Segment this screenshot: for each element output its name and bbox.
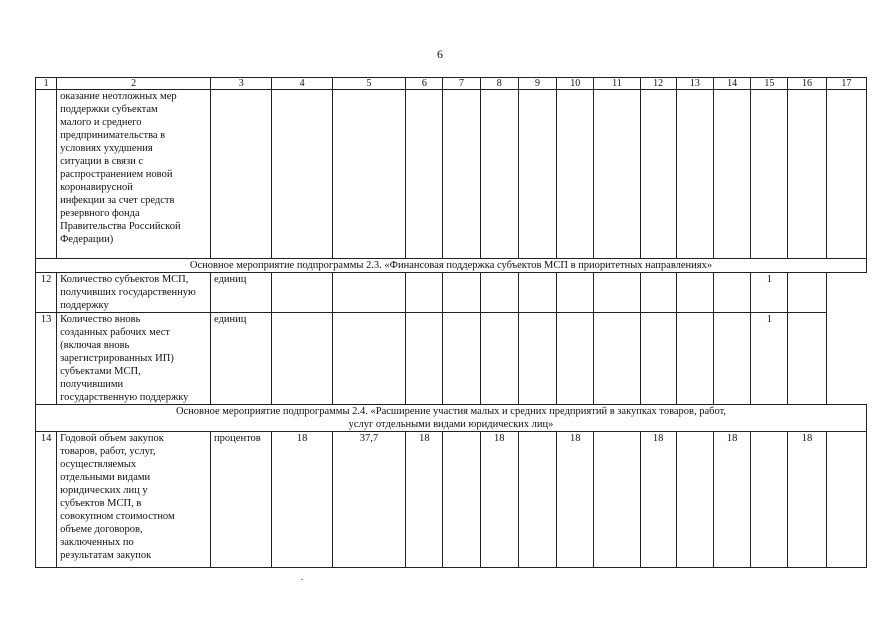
scan-speck bbox=[301, 579, 303, 580]
value-cell bbox=[480, 90, 518, 259]
unit-cell bbox=[211, 90, 272, 259]
header-cell: 16 bbox=[788, 78, 826, 90]
value-cell bbox=[557, 313, 594, 405]
header-cell: 9 bbox=[518, 78, 556, 90]
value-cell bbox=[594, 273, 640, 313]
value-cell bbox=[826, 432, 866, 568]
header-row bbox=[36, 78, 867, 90]
value-cell bbox=[272, 90, 332, 259]
value-cell bbox=[676, 432, 713, 568]
row-number-cell: 14 bbox=[36, 432, 57, 568]
indicator-description: оказание неотложных мер поддержки субъектам малого и среднего предпринимательства в условиях ухудшения ситуации в связи с распространением новой коронавирусной инфекции за счет средств резервного фонда Правительства Российской Федерации) bbox=[57, 90, 211, 259]
page-number: 6 bbox=[437, 47, 443, 61]
table-row-13 bbox=[36, 313, 867, 405]
value-cell bbox=[788, 90, 826, 259]
indicator-description: Годовой объем закупок товаров, работ, услуг, осуществляемых отдельными видами юридических лиц у субъектов МСП, в совокупном стоимостном объеме договоров, заключенных по результатам закупок bbox=[57, 432, 211, 568]
value-cell bbox=[594, 313, 640, 405]
header-cell: 4 bbox=[272, 78, 332, 90]
value-cell bbox=[480, 273, 518, 313]
section-title-2-3: Основное мероприятие подпрограммы 2.3. «Финансовая поддержка субъектов МСП в приоритетных направлениях» bbox=[36, 259, 867, 273]
header-cell: 10 bbox=[557, 78, 594, 90]
section-row bbox=[36, 259, 867, 273]
value-cell bbox=[518, 313, 556, 405]
header-cell: 1 bbox=[36, 78, 57, 90]
value-cell bbox=[332, 313, 405, 405]
header-cell: 7 bbox=[443, 78, 480, 90]
value-cell bbox=[557, 90, 594, 259]
indicator-description: Количество вновь созданных рабочих мест (включая вновь зарегистрированных ИП) субъектами МСП, получившими государственную поддержку bbox=[57, 313, 211, 405]
value-cell bbox=[676, 313, 713, 405]
value-cell bbox=[826, 90, 866, 259]
header-cell: 5 bbox=[332, 78, 405, 90]
header-cell: 17 bbox=[826, 78, 866, 90]
value-cell: 18 bbox=[406, 432, 443, 568]
value-cell: 18 bbox=[557, 432, 594, 568]
section-row bbox=[36, 405, 867, 432]
value-cell bbox=[406, 90, 443, 259]
value-cell bbox=[751, 90, 788, 259]
value-cell bbox=[713, 313, 750, 405]
row-number-cell: 12 bbox=[36, 273, 57, 313]
value-cell bbox=[713, 90, 750, 259]
value-cell bbox=[443, 273, 480, 313]
value-cell bbox=[443, 90, 480, 259]
value-cell bbox=[640, 90, 676, 259]
value-cell bbox=[518, 90, 556, 259]
value-cell bbox=[594, 90, 640, 259]
unit-cell: единиц bbox=[211, 313, 272, 405]
table-row-14 bbox=[36, 432, 867, 568]
value-cell bbox=[518, 273, 556, 313]
value-cell bbox=[480, 313, 518, 405]
value-cell bbox=[272, 313, 332, 405]
value-cell bbox=[594, 432, 640, 568]
value-cell bbox=[676, 273, 713, 313]
value-cell: 18 bbox=[788, 432, 826, 568]
value-cell: 37,7 bbox=[332, 432, 405, 568]
value-cell bbox=[788, 313, 826, 405]
header-cell: 14 bbox=[713, 78, 750, 90]
header-cell: 15 bbox=[751, 78, 788, 90]
row-number-cell bbox=[36, 90, 57, 259]
value-cell bbox=[406, 273, 443, 313]
header-cell: 13 bbox=[676, 78, 713, 90]
section-title-2-4: Основное мероприятие подпрограммы 2.4. «Расширение участия малых и средних предприятий в закупках товаров, работ, услуг отдельными видами юридических лиц» bbox=[36, 405, 867, 432]
table-row-12 bbox=[36, 273, 867, 313]
header-cell: 12 bbox=[640, 78, 676, 90]
value-cell: 18 bbox=[640, 432, 676, 568]
unit-cell: единиц bbox=[211, 273, 272, 313]
value-cell: 1 bbox=[751, 273, 788, 313]
value-cell bbox=[640, 273, 676, 313]
unit-cell: процентов bbox=[211, 432, 272, 568]
value-cell bbox=[557, 273, 594, 313]
value-cell bbox=[332, 90, 405, 259]
header-cell: 8 bbox=[480, 78, 518, 90]
row-number-cell: 13 bbox=[36, 313, 57, 405]
value-cell: 1 bbox=[751, 313, 788, 405]
indicator-description: Количество субъектов МСП, получивших государственную поддержку bbox=[57, 273, 211, 313]
value-cell bbox=[518, 432, 556, 568]
table-row-continued bbox=[36, 90, 867, 259]
indicators-table bbox=[35, 77, 867, 568]
header-cell: 2 bbox=[57, 78, 211, 90]
header-cell: 6 bbox=[406, 78, 443, 90]
value-cell bbox=[640, 313, 676, 405]
value-cell: 18 bbox=[713, 432, 750, 568]
value-cell bbox=[751, 432, 788, 568]
value-cell: 18 bbox=[480, 432, 518, 568]
value-cell bbox=[332, 273, 405, 313]
value-cell bbox=[713, 273, 750, 313]
value-cell: 18 bbox=[272, 432, 332, 568]
header-cell: 3 bbox=[211, 78, 272, 90]
value-cell bbox=[788, 273, 826, 313]
value-cell bbox=[443, 313, 480, 405]
value-cell bbox=[272, 273, 332, 313]
header-cell: 11 bbox=[594, 78, 640, 90]
value-cell bbox=[406, 313, 443, 405]
value-cell bbox=[676, 90, 713, 259]
value-cell bbox=[443, 432, 480, 568]
